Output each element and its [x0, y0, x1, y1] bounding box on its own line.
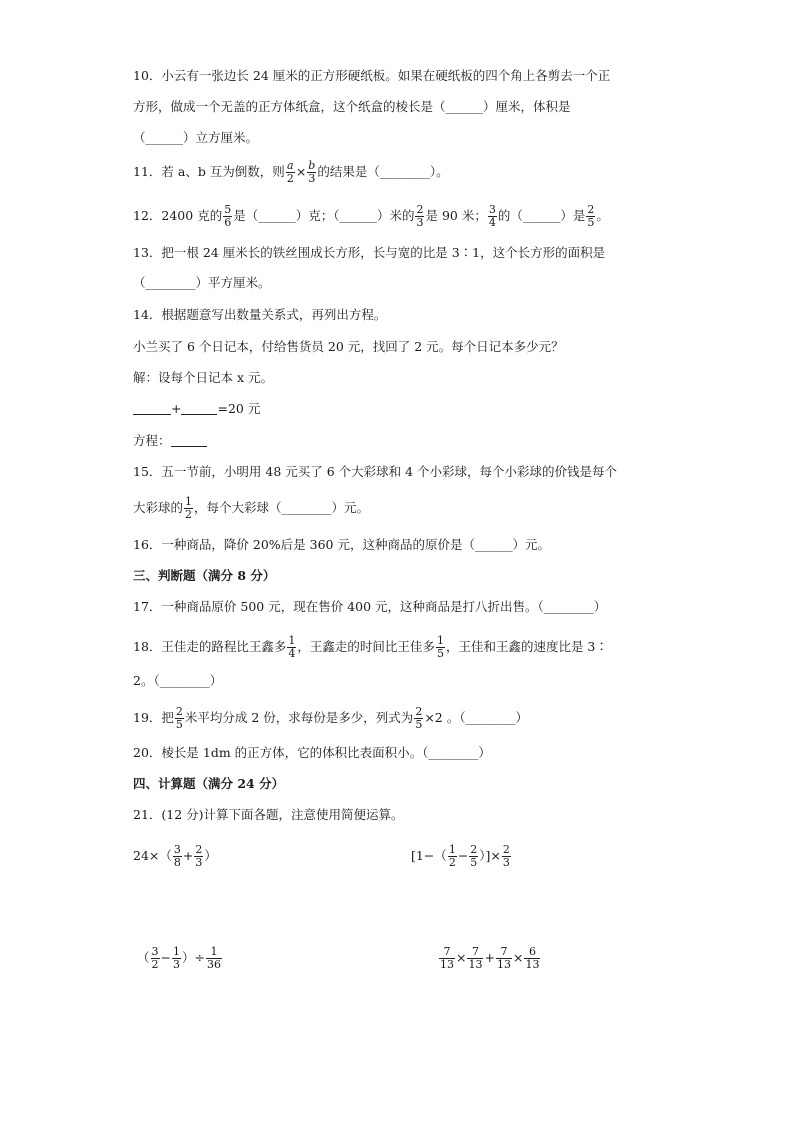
fraction: $\frac{2}{3}$ — [195, 843, 203, 869]
fraction: $\frac{2}{5}$ — [415, 705, 423, 731]
answer-blank[interactable] — [181, 401, 217, 415]
q12: 12．2400 克的 $\frac{5}{6}$ 是（______）克；（______）米的 $\frac{2}{3}$ 是 90 米； $\frac{3}{4}$ 的（______）是 $\frac{2}{5}$ 。 — [133, 203, 609, 229]
fraction: $\frac{b}{3}$ — [308, 159, 316, 185]
fraction: $\frac{7}{13}$ — [496, 945, 511, 971]
expr-2: [1−（ $\frac{1}{2}$ − $\frac{2}{5}$ ）]× $\frac{2}{3}$ — [411, 843, 510, 869]
q16: 16．一种商品，降价 20%后是 360 元，这种商品的原价是（______）元。 — [133, 537, 550, 552]
q14-line3: 解：设每个日记本 x 元。 — [133, 370, 273, 385]
q10-line2: 方形，做成一个无盖的正方体纸盒，这个纸盒的棱长是（______）厘米，体积是 — [133, 99, 571, 114]
q15-line2: 大彩球的 $\frac{1}{2}$ ，每个大彩球（________）元。 — [133, 495, 370, 521]
expr-1: 24×（ $\frac{3}{8}$ + $\frac{2}{3}$ ） — [133, 843, 217, 869]
q14-relation: + =20 元 — [133, 400, 260, 418]
fraction: $\frac{2}{3}$ — [416, 203, 424, 229]
q10-line3: （______）立方厘米。 — [133, 130, 259, 145]
fraction: $\frac{7}{13}$ — [468, 945, 483, 971]
fraction: $\frac{1}{3}$ — [173, 945, 180, 971]
fraction: $\frac{7}{13}$ — [440, 945, 454, 971]
q14-line1: 14．根据题意写出数量关系式，再列出方程。 — [133, 307, 387, 322]
answer-blank[interactable] — [133, 401, 171, 415]
q13-line2: （________）平方厘米。 — [133, 275, 271, 290]
fraction: $\frac{1}{2}$ — [448, 843, 456, 869]
fraction: $\frac{1}{2}$ — [185, 495, 193, 521]
fraction: $\frac{2}{5}$ — [175, 705, 183, 731]
q18-line1: 18．王佳走的路程比王鑫多 $\frac{1}{4}$ ，王鑫走的时间比王佳多 $\frac{1}{5}$ ，王佳和王鑫的速度比是 3∶ — [133, 634, 608, 660]
expr-4: $\frac{7}{13}$ × $\frac{7}{13}$ + $\frac{7}{13}$ × $\frac{6}{13}$ — [440, 945, 540, 971]
fraction: $\frac{1}{36}$ — [206, 945, 221, 971]
fraction: $\frac{2}{5}$ — [587, 203, 595, 229]
fraction: $\frac{2}{3}$ — [502, 843, 510, 869]
fraction: $\frac{6}{13}$ — [525, 945, 540, 971]
q10-line1: 10．小云有一张边长 24 厘米的正方形硬纸板。如果在硬纸板的四个角上各剪去一个正 — [133, 68, 611, 83]
q14-equation: 方程： — [133, 432, 207, 450]
expr-3: （ $\frac{3}{2}$ − $\frac{1}{3}$ ）÷ $\frac{1}{36}$ — [137, 945, 221, 971]
fraction: $\frac{2}{5}$ — [470, 843, 478, 869]
q13-line1: 13．把一根 24 厘米长的铁丝围成长方形，长与宽的比是 3∶1，这个长方形的面积是 — [133, 245, 606, 260]
fraction: $\frac{3}{4}$ — [488, 203, 496, 229]
q21-instruction: 21．(12 分)计算下面各题，注意使用简便运算。 — [133, 807, 404, 822]
q14-line2: 小兰买了 6 个日记本，付给售货员 20 元，找回了 2 元。每个日记本多少元？ — [133, 339, 564, 354]
answer-blank[interactable] — [171, 433, 207, 447]
q18-line2: 2。（________） — [133, 673, 223, 688]
fraction: $\frac{1}{5}$ — [436, 634, 444, 660]
fraction: $\frac{3}{8}$ — [173, 843, 181, 869]
fraction: $\frac{5}{6}$ — [224, 203, 232, 229]
fraction: $\frac{1}{4}$ — [288, 634, 296, 660]
q20: 20．棱长是 1dm 的正方体，它的体积比表面积小。（________） — [133, 745, 491, 760]
q19: 19．把 $\frac{2}{5}$ 米平均分成 2 份，求每份是多少，列式为 $\frac{2}{5}$ ×2 。（________） — [133, 705, 528, 731]
fraction: $\frac{a}{2}$ — [286, 159, 294, 185]
section-title: 三、判断题（满分 8 分） — [133, 568, 276, 583]
q17: 17．一种商品原价 500 元，现在售价 400 元，这种商品是打八折出售。（________） — [133, 599, 607, 614]
fraction: $\frac{3}{2}$ — [151, 945, 159, 971]
q15-line1: 15．五一节前，小明用 48 元买了 6 个大彩球和 4 个小彩球，每个小彩球的价钱是每个 — [133, 464, 618, 479]
q11: 11．若 a、b 互为倒数，则 $\frac{a}{2}$ × $\frac{b}{3}$ 的结果是（________）。 — [133, 159, 449, 185]
section-title: 四、计算题（满分 24 分） — [133, 776, 285, 791]
